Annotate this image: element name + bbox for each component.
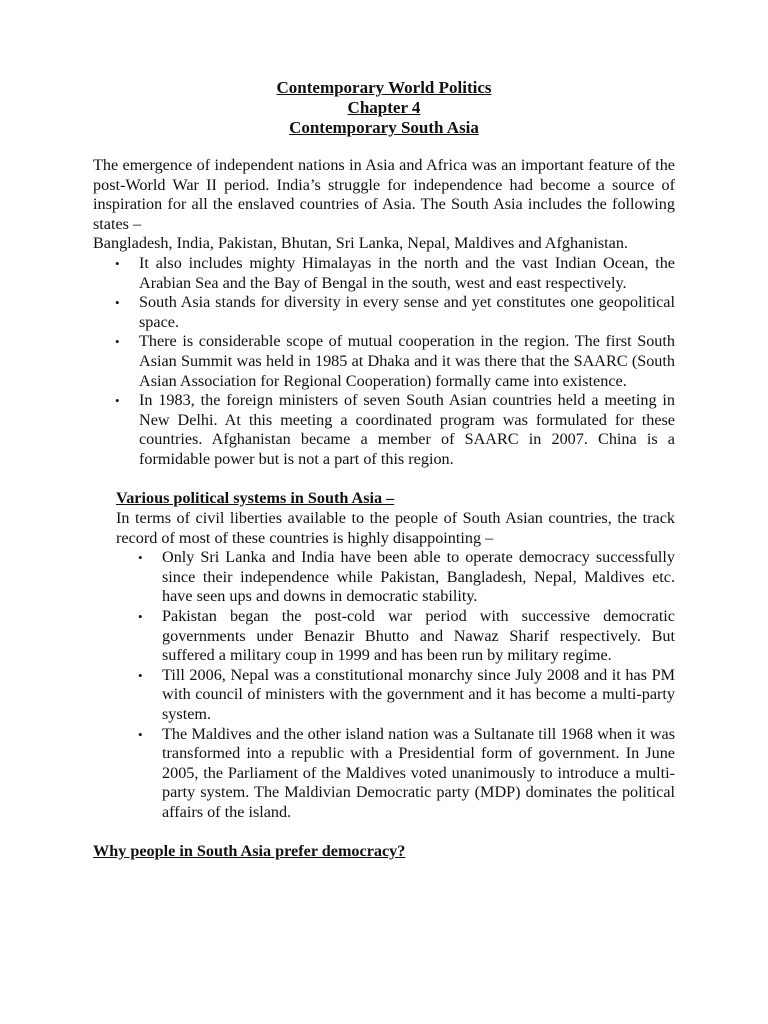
bullet-icon: • xyxy=(138,609,143,625)
democracy-heading: Why people in South Asia prefer democracy? xyxy=(93,841,406,860)
list-item xyxy=(93,332,675,391)
list-item xyxy=(116,725,675,823)
bullet-icon: • xyxy=(115,255,120,271)
document-page xyxy=(93,78,675,861)
bullet-icon: • xyxy=(138,550,143,566)
bullet-icon: • xyxy=(138,726,143,742)
list-item xyxy=(116,548,675,607)
chapter-number: Chapter 4 xyxy=(347,98,421,117)
intro-bullet-list xyxy=(93,254,675,470)
bullet-icon: • xyxy=(115,334,120,350)
subject-title: Contemporary World Politics xyxy=(276,78,492,97)
list-item-text: There is considerable scope of mutual cooperation in the region. The first South Asian Summit was held in 1985 at Dhaka and it was there that the SAARC (South Asian Association for Regional Cooperation) formally came into existence. xyxy=(139,332,675,390)
list-item-text: The Maldives and the other island nation was a Sultanate till 1968 when it was transformed into a republic with a Presidential form of government. In June 2005, the Parliament of the Maldives voted unanimously to introduce a multi-party system. The Maldivian Democratic party (MDP) dominates the political affairs of the island. xyxy=(162,724,675,821)
list-item-text: Till 2006, Nepal was a constitutional monarchy since July 2008 and it has PM with council of ministers with the government and it has become a multi-party system. xyxy=(162,665,675,724)
list-item-text: Only Sri Lanka and India have been able to operate democracy successfully since their independence while Pakistan, Bangladesh, Nepal, Maldives etc. have seen ups and downs in democratic stability. xyxy=(162,548,675,606)
bullet-icon: • xyxy=(138,667,143,683)
list-item-text: Pakistan began the post-cold war period with successive democratic governments under Benazir Bhutto and Nawaz Sharif respectively. But suffered a military coup in 1999 and has been run by military regime. xyxy=(162,607,675,665)
list-item-text: In 1983, the foreign ministers of seven South Asian countries held a meeting in New Delhi. At this meeting a coordinated program was formulated for these countries. Afghanistan became a member of SAARC in 2007. China is a formidable power but is not a part of this region. xyxy=(139,391,675,468)
states-paragraph: Bangladesh, India, Pakistan, Bhutan, Sri Lanka, Nepal, Maldives and Afghanistan. xyxy=(93,234,628,253)
list-item xyxy=(93,391,675,469)
section-heading: Various political systems in South Asia – xyxy=(116,488,395,507)
list-item xyxy=(93,254,675,293)
bullet-icon: • xyxy=(115,393,120,409)
political-bullet-list xyxy=(116,548,675,822)
list-item xyxy=(93,293,675,332)
list-item xyxy=(116,666,675,725)
list-item-text: It also includes mighty Himalayas in the north and the vast Indian Ocean, the Arabian Sea and the Bay of Bengal in the south, west and east respectively. xyxy=(139,253,675,292)
list-item-text: South Asia stands for diversity in every sense and yet constitutes one geopolitical space. xyxy=(139,293,675,331)
list-item xyxy=(116,607,675,666)
intro-paragraph: The emergence of independent nations in Asia and Africa was an important feature of the post-World War II period. India’s struggle for independence had become a source of inspiration for all the enslaved countries of Asia. The South Asia includes the following states – xyxy=(93,156,675,233)
title-block xyxy=(93,78,675,138)
chapter-title: Contemporary South Asia xyxy=(289,118,479,137)
section-paragraph: In terms of civil liberties available to the people of South Asian countries, the track record of most of these countries is highly disappointing – xyxy=(116,509,675,547)
bullet-icon: • xyxy=(115,295,120,311)
political-systems-section xyxy=(93,489,675,823)
